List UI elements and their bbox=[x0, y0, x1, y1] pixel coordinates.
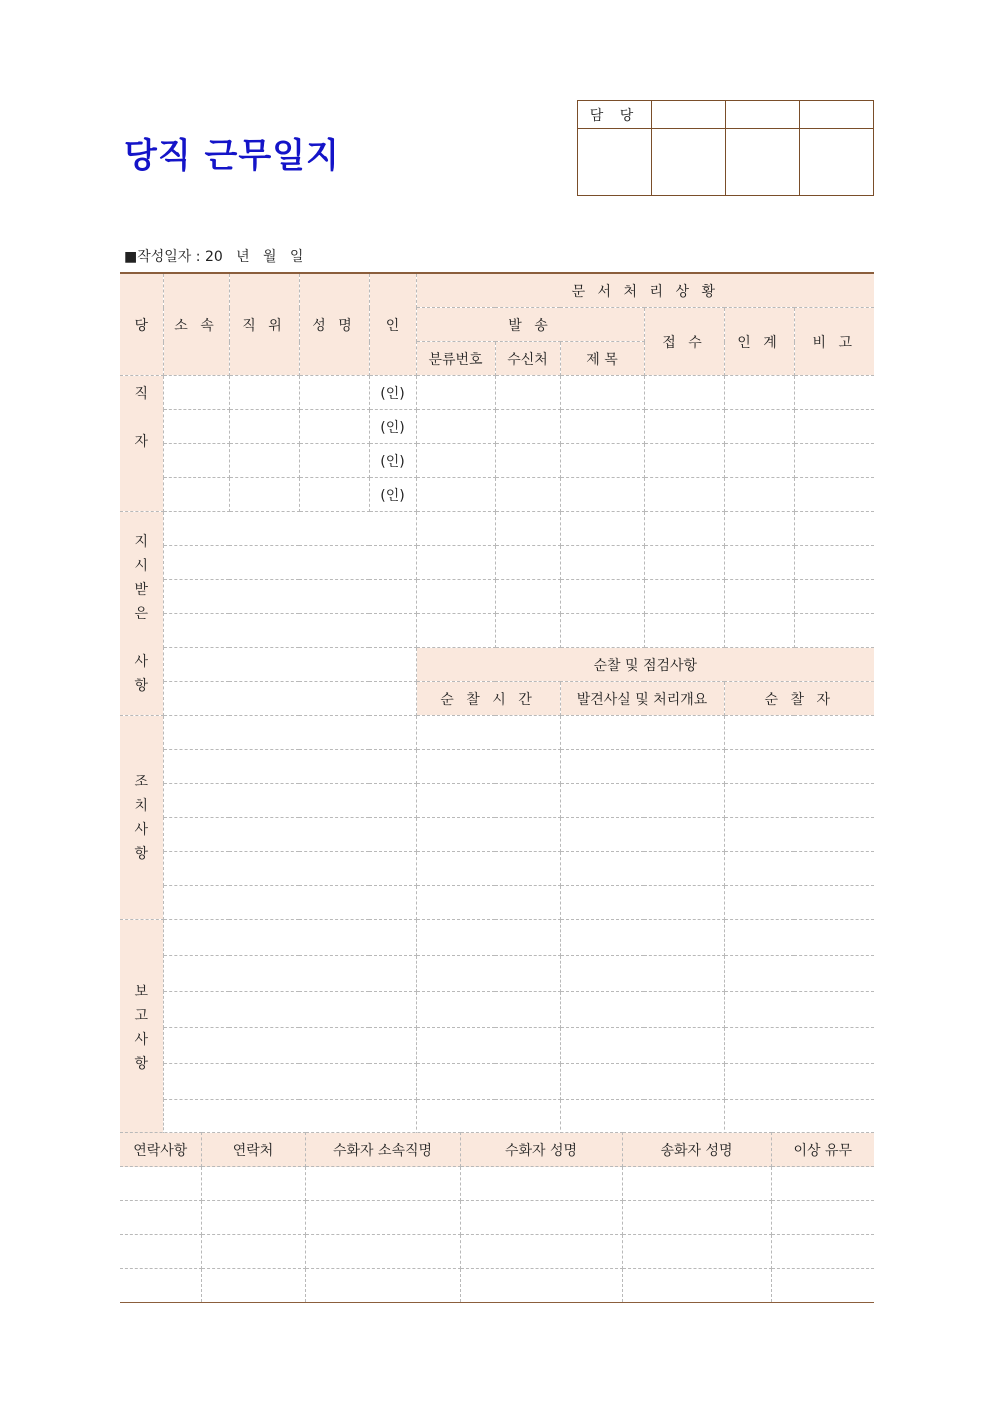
measure-line[interactable] bbox=[163, 852, 416, 886]
cell[interactable] bbox=[416, 546, 495, 580]
report-line[interactable] bbox=[163, 1064, 416, 1100]
cell[interactable] bbox=[229, 410, 299, 444]
documents-title: 문 서 처 리 상 황 bbox=[416, 273, 874, 308]
cell[interactable] bbox=[305, 1269, 460, 1303]
cell[interactable] bbox=[120, 1201, 201, 1235]
cell[interactable] bbox=[495, 512, 560, 546]
report-label: 보 고 사 항 bbox=[120, 920, 163, 1136]
cell[interactable] bbox=[794, 478, 874, 512]
report-line[interactable] bbox=[163, 992, 416, 1028]
cell[interactable] bbox=[724, 376, 794, 410]
cell[interactable] bbox=[163, 376, 229, 410]
cell[interactable] bbox=[560, 376, 644, 410]
approval-sign-box[interactable] bbox=[726, 129, 800, 196]
patroller-cell[interactable] bbox=[724, 852, 874, 886]
cell[interactable] bbox=[560, 614, 644, 648]
patroller-cell[interactable] bbox=[724, 1100, 874, 1136]
instruction-line[interactable] bbox=[163, 648, 416, 682]
patrol-time-cell[interactable] bbox=[416, 750, 560, 784]
cell[interactable] bbox=[724, 546, 794, 580]
contacts-col-receiver-name: 수화자 성명 bbox=[460, 1133, 622, 1167]
patrol-findings-cell[interactable] bbox=[560, 784, 724, 818]
cell[interactable] bbox=[794, 580, 874, 614]
cell[interactable] bbox=[794, 444, 874, 478]
instruction-line[interactable] bbox=[163, 614, 416, 648]
patrol-findings-cell[interactable] bbox=[560, 920, 724, 956]
seal-mark: (인) bbox=[369, 478, 416, 512]
sending-header: 발 송 bbox=[416, 308, 644, 342]
cell[interactable] bbox=[416, 580, 495, 614]
cell[interactable] bbox=[724, 614, 794, 648]
cell[interactable] bbox=[644, 444, 724, 478]
contacts-table bbox=[120, 1132, 874, 1303]
col-seal: 인 bbox=[369, 273, 416, 376]
cell[interactable] bbox=[495, 444, 560, 478]
cell[interactable] bbox=[560, 580, 644, 614]
report-line[interactable] bbox=[163, 1100, 416, 1136]
report-line[interactable] bbox=[163, 920, 416, 956]
patrol-time-header: 순 찰 시 간 bbox=[416, 682, 560, 716]
cell[interactable] bbox=[299, 444, 369, 478]
cell[interactable] bbox=[622, 1235, 771, 1269]
patrol-time-cell[interactable] bbox=[416, 1100, 560, 1136]
cell[interactable] bbox=[794, 410, 874, 444]
contacts-col-contact: 연락처 bbox=[201, 1133, 305, 1167]
measure-line[interactable] bbox=[163, 818, 416, 852]
cell[interactable] bbox=[416, 376, 495, 410]
cell[interactable] bbox=[416, 512, 495, 546]
patrol-findings-cell[interactable] bbox=[560, 1100, 724, 1136]
patroller-cell[interactable] bbox=[724, 920, 874, 956]
cell[interactable] bbox=[201, 1235, 305, 1269]
cell[interactable] bbox=[495, 614, 560, 648]
patrol-findings-header: 발견사실 및 처리개요 bbox=[560, 682, 724, 716]
cell[interactable] bbox=[622, 1269, 771, 1303]
page-title: 당직 근무일지 bbox=[124, 136, 340, 176]
cell[interactable] bbox=[794, 376, 874, 410]
col-name: 성 명 bbox=[299, 273, 369, 376]
cell[interactable] bbox=[771, 1269, 874, 1303]
patroller-cell[interactable] bbox=[724, 818, 874, 852]
cell[interactable] bbox=[495, 478, 560, 512]
cell[interactable] bbox=[201, 1269, 305, 1303]
patroller-cell[interactable] bbox=[724, 1028, 874, 1064]
patroller-cell[interactable] bbox=[724, 886, 874, 920]
cell[interactable] bbox=[229, 444, 299, 478]
subject-header: 제 목 bbox=[560, 342, 644, 376]
cell[interactable] bbox=[416, 444, 495, 478]
patrol-findings-cell[interactable] bbox=[560, 956, 724, 992]
patroller-header: 순 찰 자 bbox=[724, 682, 874, 716]
cell[interactable] bbox=[724, 478, 794, 512]
cell[interactable] bbox=[416, 614, 495, 648]
contacts-col-receiver-position: 수화자 소속직명 bbox=[305, 1133, 460, 1167]
patrol-findings-cell[interactable] bbox=[560, 886, 724, 920]
instruction-line[interactable] bbox=[163, 512, 416, 546]
cell[interactable] bbox=[229, 376, 299, 410]
patrol-findings-cell[interactable] bbox=[560, 992, 724, 1028]
cell[interactable] bbox=[120, 1269, 201, 1303]
cell[interactable] bbox=[163, 444, 229, 478]
cell[interactable] bbox=[229, 478, 299, 512]
patrol-findings-cell[interactable] bbox=[560, 750, 724, 784]
duty-log-table bbox=[120, 272, 874, 1136]
cell[interactable] bbox=[644, 410, 724, 444]
patrol-findings-cell[interactable] bbox=[560, 818, 724, 852]
duty-label-top: 당 bbox=[120, 273, 163, 376]
cell[interactable] bbox=[120, 1235, 201, 1269]
cell[interactable] bbox=[201, 1201, 305, 1235]
cell[interactable] bbox=[163, 410, 229, 444]
contacts-col-anomaly: 이상 유무 bbox=[771, 1133, 874, 1167]
cell[interactable] bbox=[794, 546, 874, 580]
patroller-cell[interactable] bbox=[724, 716, 874, 750]
seal-mark: (인) bbox=[369, 376, 416, 410]
cell[interactable] bbox=[622, 1201, 771, 1235]
cell[interactable] bbox=[794, 614, 874, 648]
patrol-findings-cell[interactable] bbox=[560, 716, 724, 750]
cell[interactable] bbox=[560, 546, 644, 580]
cell[interactable] bbox=[794, 512, 874, 546]
cell[interactable] bbox=[560, 410, 644, 444]
approval-header-cell bbox=[652, 101, 726, 129]
patrol-time-cell[interactable] bbox=[416, 818, 560, 852]
remarks-header: 비 고 bbox=[794, 308, 874, 376]
report-line[interactable] bbox=[163, 956, 416, 992]
cell[interactable] bbox=[724, 580, 794, 614]
measure-line[interactable] bbox=[163, 716, 416, 750]
cell[interactable] bbox=[495, 376, 560, 410]
duty-label-rest: 직 자 bbox=[120, 376, 163, 512]
patrol-findings-cell[interactable] bbox=[560, 1064, 724, 1100]
patrol-time-cell[interactable] bbox=[416, 956, 560, 992]
cell[interactable] bbox=[163, 478, 229, 512]
instruction-line[interactable] bbox=[163, 546, 416, 580]
cell[interactable] bbox=[460, 1167, 622, 1201]
patrol-time-cell[interactable] bbox=[416, 716, 560, 750]
patrol-time-cell[interactable] bbox=[416, 920, 560, 956]
patroller-cell[interactable] bbox=[724, 1064, 874, 1100]
approval-label: 담 당 bbox=[578, 101, 652, 129]
col-affiliation: 소 속 bbox=[163, 273, 229, 376]
cell[interactable] bbox=[771, 1235, 874, 1269]
patrol-time-cell[interactable] bbox=[416, 852, 560, 886]
cell[interactable] bbox=[201, 1167, 305, 1201]
patrol-findings-cell[interactable] bbox=[560, 852, 724, 886]
cell[interactable] bbox=[644, 512, 724, 546]
patroller-cell[interactable] bbox=[724, 956, 874, 992]
cell[interactable] bbox=[460, 1201, 622, 1235]
cell[interactable] bbox=[644, 546, 724, 580]
patrol-time-cell[interactable] bbox=[416, 886, 560, 920]
cell[interactable] bbox=[495, 546, 560, 580]
cell[interactable] bbox=[724, 512, 794, 546]
cell[interactable] bbox=[495, 410, 560, 444]
measure-line[interactable] bbox=[163, 750, 416, 784]
cell[interactable] bbox=[416, 478, 495, 512]
cell[interactable] bbox=[771, 1167, 874, 1201]
contacts-col-caller-name: 송화자 성명 bbox=[622, 1133, 771, 1167]
cell[interactable] bbox=[305, 1235, 460, 1269]
cell[interactable] bbox=[771, 1201, 874, 1235]
date-line: ■작성일자 : 20 년 월 일 bbox=[124, 249, 304, 265]
cell[interactable] bbox=[460, 1235, 622, 1269]
cell[interactable] bbox=[416, 410, 495, 444]
cell[interactable] bbox=[622, 1167, 771, 1201]
seal-mark: (인) bbox=[369, 410, 416, 444]
cell[interactable] bbox=[560, 512, 644, 546]
patroller-cell[interactable] bbox=[724, 992, 874, 1028]
cell[interactable] bbox=[299, 410, 369, 444]
approval-box bbox=[577, 100, 874, 196]
seal-mark: (인) bbox=[369, 444, 416, 478]
cell[interactable] bbox=[299, 376, 369, 410]
col-position: 직 위 bbox=[229, 273, 299, 376]
measure-line[interactable] bbox=[163, 886, 416, 920]
cell[interactable] bbox=[495, 580, 560, 614]
cell[interactable] bbox=[644, 376, 724, 410]
cell[interactable] bbox=[644, 614, 724, 648]
cell[interactable] bbox=[560, 478, 644, 512]
patroller-cell[interactable] bbox=[724, 750, 874, 784]
cell[interactable] bbox=[460, 1269, 622, 1303]
patrol-time-cell[interactable] bbox=[416, 1028, 560, 1064]
measures-label: 조 치 사 항 bbox=[120, 716, 163, 920]
report-line[interactable] bbox=[163, 1028, 416, 1064]
patrol-time-cell[interactable] bbox=[416, 1064, 560, 1100]
recipient-header: 수신처 bbox=[495, 342, 560, 376]
handover-header: 인 계 bbox=[724, 308, 794, 376]
cell[interactable] bbox=[120, 1167, 201, 1201]
instructions-label: 지 시 받 은 사 항 bbox=[120, 512, 163, 716]
measure-line[interactable] bbox=[163, 784, 416, 818]
cell[interactable] bbox=[724, 444, 794, 478]
patrol-title: 순찰 및 점검사항 bbox=[416, 648, 874, 682]
patrol-time-cell[interactable] bbox=[416, 784, 560, 818]
cell[interactable] bbox=[724, 410, 794, 444]
cell[interactable] bbox=[644, 580, 724, 614]
cell[interactable] bbox=[305, 1167, 460, 1201]
patrol-time-cell[interactable] bbox=[416, 992, 560, 1028]
approval-sign-box[interactable] bbox=[800, 129, 874, 196]
approval-header-cell bbox=[800, 101, 874, 129]
patrol-findings-cell[interactable] bbox=[560, 1028, 724, 1064]
cell[interactable] bbox=[299, 478, 369, 512]
instruction-line[interactable] bbox=[163, 682, 416, 716]
instruction-line[interactable] bbox=[163, 580, 416, 614]
cell[interactable] bbox=[644, 478, 724, 512]
contacts-col-matter: 연락사항 bbox=[120, 1133, 201, 1167]
approval-sign-box[interactable] bbox=[652, 129, 726, 196]
cell[interactable] bbox=[560, 444, 644, 478]
receipt-header: 접 수 bbox=[644, 308, 724, 376]
approval-sign-box[interactable] bbox=[578, 129, 652, 196]
approval-header-cell bbox=[726, 101, 800, 129]
patroller-cell[interactable] bbox=[724, 784, 874, 818]
class-no-header: 분류번호 bbox=[416, 342, 495, 376]
cell[interactable] bbox=[305, 1201, 460, 1235]
